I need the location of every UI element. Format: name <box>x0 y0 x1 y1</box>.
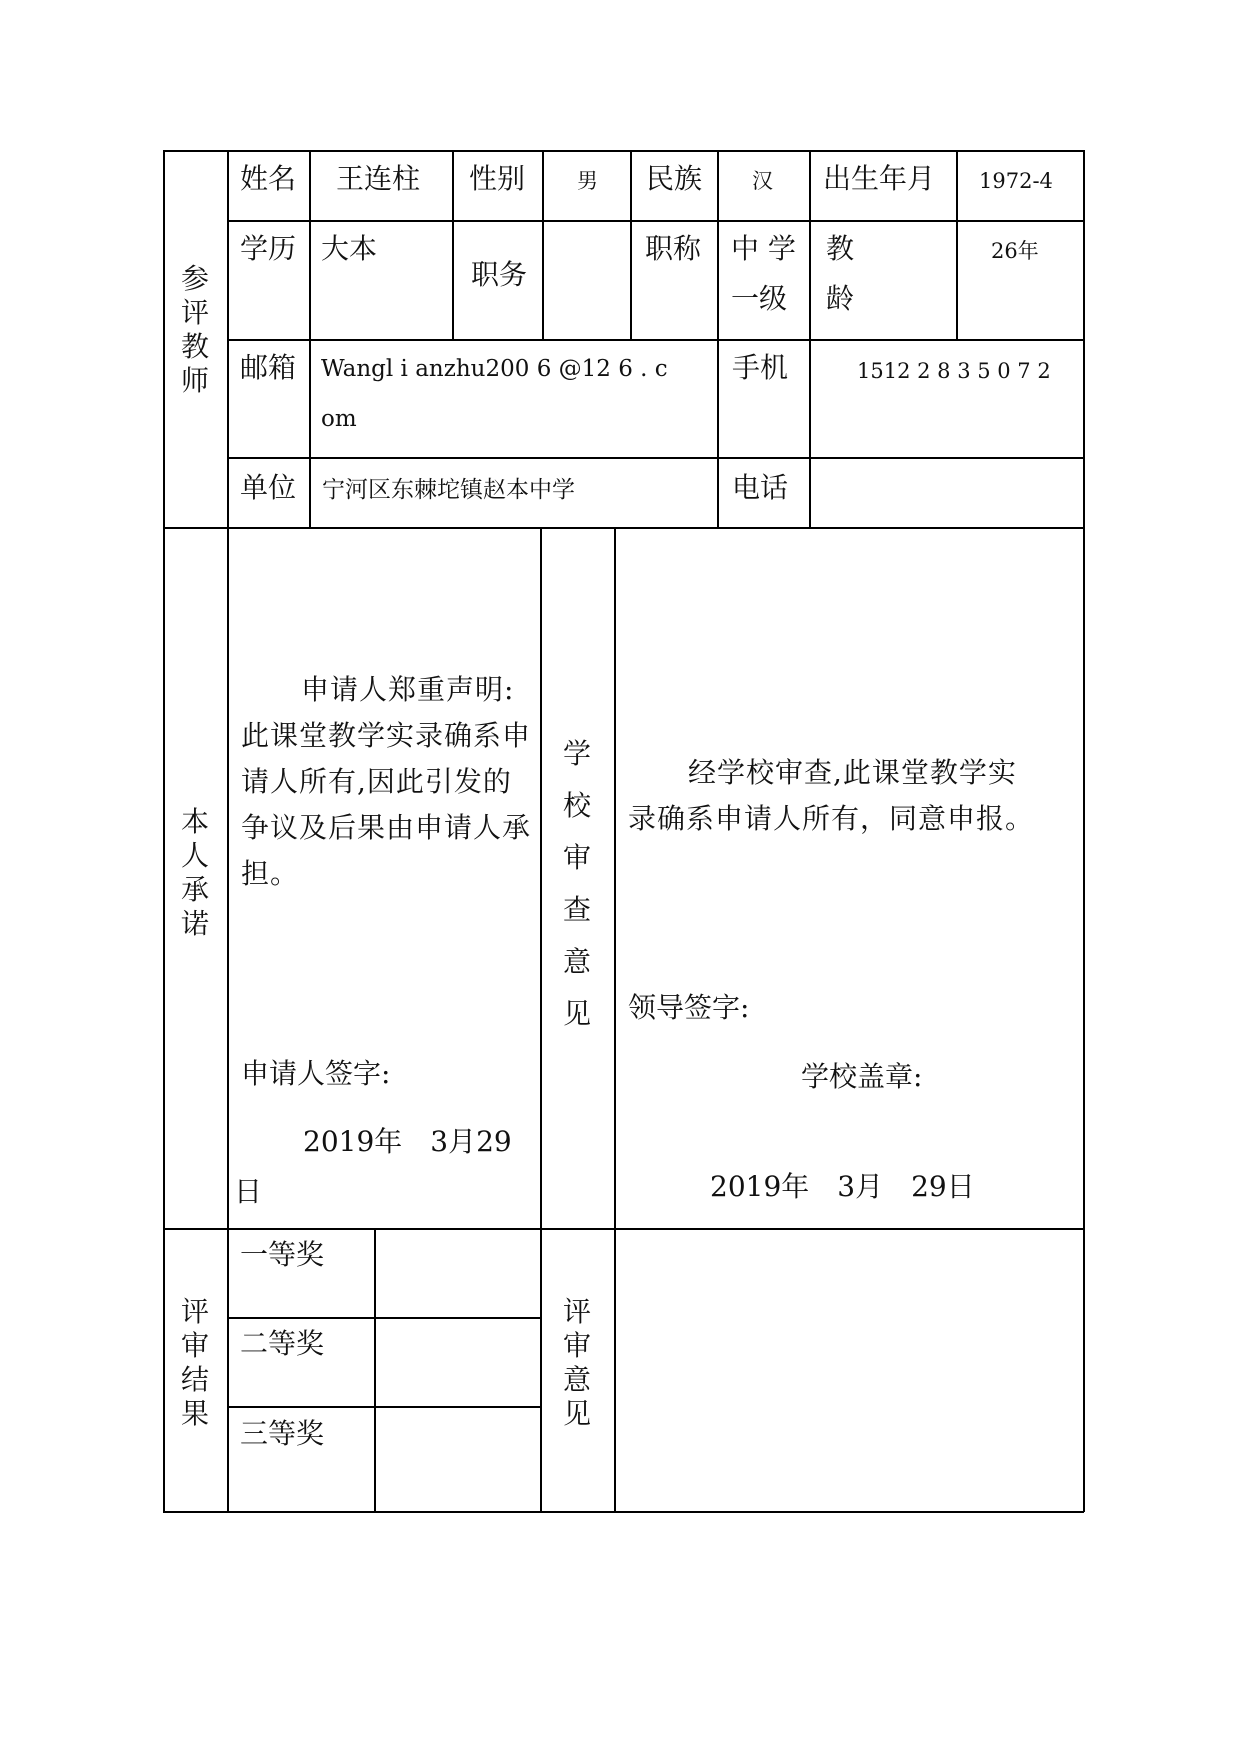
school-review-label: 学校审查意见 <box>562 737 591 1030</box>
prize-second: 二等奖 <box>240 1327 325 1360</box>
phone-label: 手机 <box>732 351 789 384</box>
pledge-date-line1: 2019年 3月29 <box>303 1125 512 1158</box>
pledge-date-line2: 日 <box>234 1175 263 1208</box>
prize-divider <box>227 1406 540 1408</box>
education-value: 大本 <box>321 232 378 265</box>
col-divider <box>452 150 454 340</box>
section-divider <box>163 1228 1084 1230</box>
teaching-years-label-line2: 龄 <box>826 282 855 315</box>
col-divider <box>374 1228 376 1512</box>
col-divider <box>809 150 811 528</box>
applicant-signature-label: 申请人签字: <box>241 1057 391 1090</box>
prize-third: 三等奖 <box>240 1417 325 1450</box>
result-section-label: 评审结果 <box>180 1295 209 1430</box>
col-divider <box>614 527 616 1512</box>
ethnicity-label: 民族 <box>646 162 703 195</box>
phone-value: 1512 2 8 3 5 0 7 2 <box>857 359 1051 383</box>
school-seal-label: 学校盖章: <box>801 1060 923 1093</box>
pledge-statement: 申请人郑重声明:此课堂教学实录确系申请人所有,因此引发的争议及后果由申请人承担。 <box>241 673 532 890</box>
title-value-line2: 一级 <box>731 282 788 315</box>
title-label: 职称 <box>645 232 702 265</box>
table-border-top <box>163 150 1084 152</box>
education-label: 学历 <box>240 232 297 265</box>
leader-signature-label: 领导签字: <box>628 991 750 1024</box>
email-label: 邮箱 <box>240 351 297 384</box>
table-border-left <box>163 150 165 1512</box>
unit-label: 单位 <box>240 471 297 504</box>
prize-divider <box>227 1317 540 1319</box>
pledge-section-label: 本人承诺 <box>180 805 209 940</box>
email-value-line2: om <box>321 406 357 432</box>
school-review-opinion: 经学校审查,此课堂教学实录确系申请人所有，同意申报。 <box>628 756 1035 835</box>
birth-label: 出生年月 <box>823 162 936 195</box>
gender-value: 男 <box>577 169 598 193</box>
col-divider <box>309 150 311 528</box>
gender-label: 性别 <box>469 162 526 195</box>
col-divider <box>630 150 632 340</box>
school-review-date: 2019年 3月 29日 <box>710 1170 975 1203</box>
table-border-right <box>1083 150 1085 1512</box>
col-divider <box>227 150 229 1512</box>
name-value: 王连柱 <box>336 162 421 195</box>
row-divider <box>227 457 1084 459</box>
table-border-bottom <box>163 1511 1084 1513</box>
email-value-line1: Wangl i anzhu200 6 @12 6 . c <box>321 356 668 382</box>
name-label: 姓名 <box>240 162 297 195</box>
col-divider <box>956 150 958 340</box>
teaching-years-label-line1: 教 <box>826 232 855 265</box>
teaching-years-value: 26年 <box>991 239 1039 263</box>
duty-label: 职务 <box>471 258 528 291</box>
col-divider <box>717 150 719 528</box>
unit-value: 宁河区东棘坨镇赵本中学 <box>322 477 575 503</box>
section-divider <box>163 527 1084 529</box>
birth-value: 1972-4 <box>979 169 1053 193</box>
col-divider <box>540 527 542 1512</box>
tel-label: 电话 <box>732 471 789 504</box>
teacher-section-label: 参评教师 <box>180 262 209 397</box>
ethnicity-value: 汉 <box>752 169 773 193</box>
prize-first: 一等奖 <box>240 1238 325 1271</box>
review-opinion-label: 评审意见 <box>562 1295 591 1430</box>
title-value-line1: 中 学 <box>731 232 796 265</box>
col-divider <box>542 150 544 340</box>
